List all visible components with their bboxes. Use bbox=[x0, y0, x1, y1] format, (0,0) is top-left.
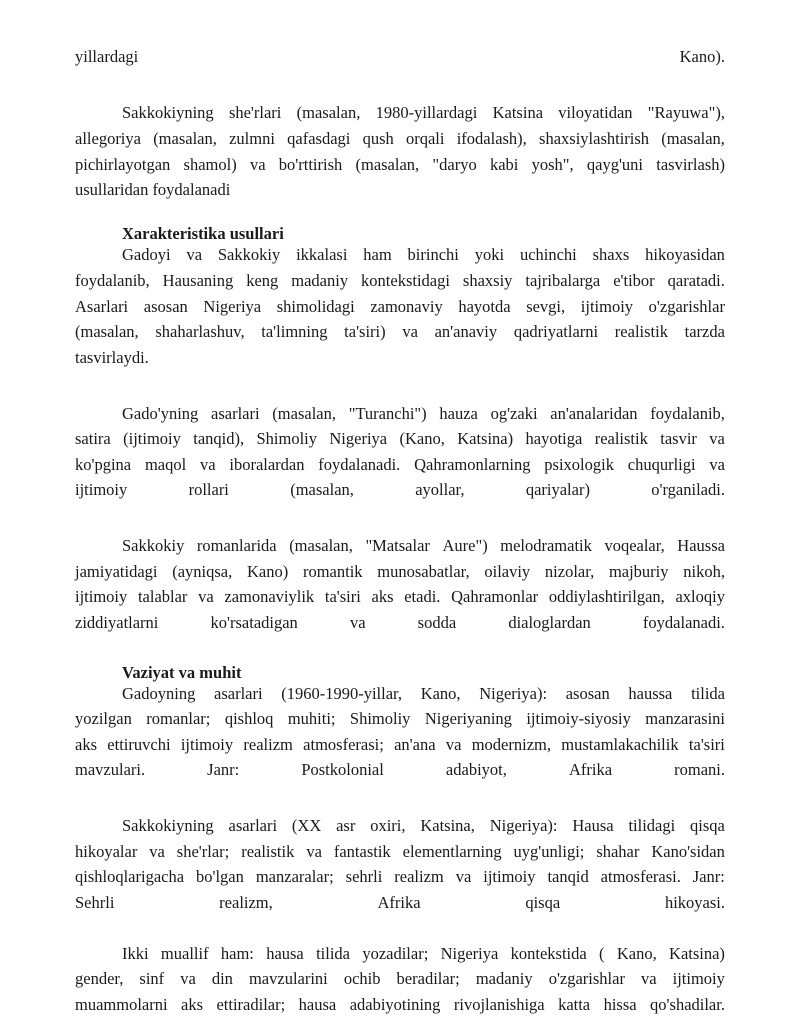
text-line bbox=[75, 154, 725, 176]
word: nizolar, bbox=[544, 562, 595, 581]
word: (masalan, bbox=[355, 155, 420, 174]
text-line bbox=[75, 128, 725, 150]
word: Afrika bbox=[568, 760, 613, 779]
word: birinchi bbox=[407, 245, 459, 264]
word: ifodalash), bbox=[456, 129, 527, 148]
word: tilida bbox=[316, 944, 350, 963]
text-line bbox=[75, 403, 725, 425]
word: Nigeriya bbox=[203, 297, 262, 316]
word: tarzda bbox=[684, 322, 725, 341]
word: qishloq bbox=[224, 709, 274, 728]
word: oilaviy bbox=[484, 562, 531, 581]
word: Nigeriya): bbox=[489, 816, 558, 835]
text-line bbox=[75, 815, 725, 837]
text-line bbox=[75, 994, 725, 1016]
word: zulmni bbox=[229, 129, 275, 148]
word: o'rganiladi. bbox=[651, 480, 725, 499]
word: shaxsiy bbox=[462, 271, 513, 290]
word: qadriyatlarni bbox=[513, 322, 599, 341]
word: pichirlayotgan bbox=[75, 155, 171, 174]
word: ta'siri bbox=[688, 735, 725, 754]
word: hauza bbox=[439, 404, 478, 423]
word: va bbox=[149, 842, 165, 861]
word: Sakkokiyning bbox=[122, 816, 214, 835]
word: bo'rttirish bbox=[278, 155, 343, 174]
word: Afrika bbox=[377, 893, 421, 912]
word: tasvir bbox=[660, 429, 697, 448]
word: allegoriya bbox=[75, 129, 141, 148]
word: etadi. bbox=[404, 587, 441, 606]
word: ham bbox=[363, 245, 392, 264]
text-line bbox=[75, 270, 725, 292]
word: (masalan, bbox=[290, 480, 354, 499]
text-line: usullaridan foydalanadi bbox=[75, 180, 231, 199]
word: qush bbox=[362, 129, 394, 148]
text-line bbox=[75, 321, 725, 343]
text-line bbox=[75, 759, 725, 781]
word: mustamlakachilik bbox=[561, 735, 679, 754]
word: Kano, bbox=[420, 684, 461, 703]
word: mavzulari. bbox=[75, 760, 146, 779]
word: chuqurligi bbox=[627, 455, 696, 474]
word: viloyatidan bbox=[558, 103, 633, 122]
word: Nigeriyaning bbox=[424, 709, 512, 728]
text-line bbox=[75, 612, 725, 634]
word: kontekstidagi bbox=[361, 271, 450, 290]
word: (ayniqsa, bbox=[172, 562, 233, 581]
word: "Turanchi") bbox=[348, 404, 427, 423]
word: asarlari bbox=[214, 684, 263, 703]
word: uyg'unligi; bbox=[513, 842, 585, 861]
word: o'zgarishlar bbox=[648, 297, 725, 316]
word: qo'shadilar. bbox=[650, 995, 725, 1014]
word: dialoglardan bbox=[508, 613, 591, 632]
word: iboralardan bbox=[229, 455, 305, 474]
section-heading: Vaziyat va muhit bbox=[122, 663, 242, 682]
word: og'zaki bbox=[490, 404, 538, 423]
word: ko'pgina bbox=[75, 455, 132, 474]
word: sodda bbox=[417, 613, 457, 632]
word: sevgi, bbox=[526, 297, 566, 316]
word: foydalanib, bbox=[650, 404, 725, 423]
word: shamol) bbox=[183, 155, 237, 174]
word: qariyalar) bbox=[525, 480, 590, 499]
word: Qahramonlar bbox=[451, 587, 539, 606]
word: Kano'sidan bbox=[651, 842, 725, 861]
word: majburiy bbox=[608, 562, 669, 581]
text-line bbox=[75, 535, 725, 557]
word: ikkalasi bbox=[296, 245, 348, 264]
word: bo'lgan bbox=[196, 867, 244, 886]
word: realizm, bbox=[219, 893, 273, 912]
word: tanqid), bbox=[193, 429, 245, 448]
word: hikoyalar bbox=[75, 842, 138, 861]
word: katta bbox=[558, 995, 591, 1014]
word: muammolarni bbox=[75, 995, 168, 1014]
word: yozilgan bbox=[75, 709, 132, 728]
word: voqealar, bbox=[604, 536, 665, 555]
word: Gadoyi bbox=[122, 245, 171, 264]
word: va bbox=[199, 455, 216, 474]
word: ijtimoiy bbox=[672, 969, 725, 988]
word: foydalanadi. bbox=[318, 455, 401, 474]
word: Sakkokiy bbox=[122, 536, 185, 555]
word: haussa bbox=[628, 684, 673, 703]
text-line bbox=[75, 428, 725, 450]
word: (masalan, bbox=[289, 536, 353, 555]
word: Nigeriya): bbox=[479, 684, 548, 703]
word: Haussa bbox=[677, 536, 725, 555]
word: va bbox=[186, 245, 203, 264]
word: romanlarida bbox=[196, 536, 277, 555]
word: madaniy bbox=[291, 271, 349, 290]
word: shaxs bbox=[592, 245, 630, 264]
word: o'zgarishlar bbox=[548, 969, 625, 988]
word: Ikki bbox=[122, 944, 149, 963]
word: adabiyot, bbox=[445, 760, 507, 779]
word: ettiradilar; bbox=[216, 995, 286, 1014]
word: (ijtimoiy bbox=[123, 429, 181, 448]
section-heading: Xarakteristika usullari bbox=[122, 224, 284, 243]
word: mavzularini bbox=[248, 969, 328, 988]
word: shimolidagi bbox=[276, 297, 355, 316]
word: rollari bbox=[188, 480, 229, 499]
word: ettiruvchi bbox=[107, 735, 171, 754]
word: (1960-1990-yillar, bbox=[281, 684, 403, 703]
word: modernizm, bbox=[471, 735, 551, 754]
word: rivojlanishiga bbox=[453, 995, 545, 1014]
word: oddiylashtirilgan, bbox=[548, 587, 665, 606]
word: madaniy bbox=[475, 969, 533, 988]
word: ayollar, bbox=[415, 480, 465, 499]
word: "Rayuwa"), bbox=[647, 103, 725, 122]
word: satira bbox=[75, 429, 111, 448]
word: elementlarning bbox=[402, 842, 502, 861]
word: Postkolonial bbox=[301, 760, 384, 779]
word: Janr: bbox=[207, 760, 240, 779]
word: qayg'uni bbox=[586, 155, 644, 174]
word: Katsina) bbox=[457, 429, 514, 448]
word: Shimoliy bbox=[256, 429, 317, 448]
word: Nigeriya bbox=[440, 944, 499, 963]
word: romani. bbox=[674, 760, 725, 779]
word: melodramatik bbox=[500, 536, 592, 555]
word: qisqa bbox=[525, 893, 561, 912]
word: ijtimoiy bbox=[580, 297, 634, 316]
word: (XX bbox=[291, 816, 322, 835]
word: va bbox=[455, 867, 472, 886]
text-line: tasvirlaydi. bbox=[75, 348, 149, 367]
word: muhiti; bbox=[287, 709, 336, 728]
word: jamiyatidagi bbox=[75, 562, 158, 581]
word: uchinchi bbox=[519, 245, 577, 264]
word: "Matsalar bbox=[365, 536, 430, 555]
text-line bbox=[75, 561, 725, 583]
word: ta'limning bbox=[261, 322, 328, 341]
text-line bbox=[75, 296, 725, 318]
word: va bbox=[402, 322, 418, 341]
word: (masalan, bbox=[661, 129, 725, 148]
word: Katsina) bbox=[669, 944, 725, 963]
word: Gadoyning bbox=[122, 684, 196, 703]
word: hayotiga bbox=[525, 429, 583, 448]
text-line bbox=[75, 683, 725, 705]
word: va bbox=[709, 455, 725, 474]
word: orqali bbox=[405, 129, 445, 148]
text-line bbox=[75, 943, 725, 965]
word: Qahramonlarning bbox=[414, 455, 531, 474]
word: atmosferasi. bbox=[600, 867, 681, 886]
word: psixologik bbox=[544, 455, 614, 474]
word: ochib bbox=[343, 969, 381, 988]
word: realistik bbox=[241, 842, 295, 861]
word: axloqiy bbox=[675, 587, 725, 606]
word: qishloqlarigacha bbox=[75, 867, 185, 886]
word: an'analaridan bbox=[550, 404, 638, 423]
word: ijtimoiy bbox=[75, 587, 128, 606]
word: realizm bbox=[394, 867, 444, 886]
word: hausa bbox=[266, 944, 304, 963]
word: va bbox=[306, 842, 322, 861]
word: Sehrli bbox=[75, 893, 115, 912]
word: tasvirlash) bbox=[656, 155, 725, 174]
word: "daryo bbox=[432, 155, 477, 174]
text-line bbox=[75, 708, 725, 730]
word: 1980-yillardagi bbox=[375, 103, 478, 122]
text-line bbox=[75, 102, 725, 124]
word: Sakkokiy bbox=[217, 245, 281, 264]
word: manzarasini bbox=[645, 709, 725, 728]
text-line bbox=[75, 892, 725, 914]
word: (masalan, bbox=[75, 322, 139, 341]
word: zamonaviylik bbox=[224, 587, 315, 606]
word: va bbox=[249, 155, 266, 174]
word: ta'siri) bbox=[344, 322, 386, 341]
word: e'tibor bbox=[613, 271, 655, 290]
word: beradilar; bbox=[396, 969, 460, 988]
word: tilida bbox=[691, 684, 725, 703]
word: Janr: bbox=[692, 867, 725, 886]
word: gender, bbox=[75, 969, 124, 988]
word: Hausaning bbox=[162, 271, 234, 290]
text-line bbox=[75, 454, 725, 476]
word: va bbox=[198, 587, 214, 606]
word: aks bbox=[181, 995, 204, 1014]
word: Katsina bbox=[492, 103, 544, 122]
word: shaxsiylashtirish bbox=[539, 129, 650, 148]
word: (masalan, bbox=[296, 103, 361, 122]
word: (Kano, bbox=[399, 429, 445, 448]
word: aks bbox=[371, 587, 394, 606]
word: ijtimoiy bbox=[180, 735, 234, 754]
word: manzaralar; bbox=[255, 867, 334, 886]
word: yillardagi bbox=[75, 47, 139, 66]
word: talablar bbox=[137, 587, 188, 606]
word: she'rlar; bbox=[176, 842, 230, 861]
word: asarlari bbox=[228, 816, 278, 835]
word: kabi bbox=[489, 155, 519, 174]
text-line bbox=[75, 734, 725, 756]
word: ijtimoiy bbox=[483, 867, 536, 886]
word: yoki bbox=[474, 245, 505, 264]
word: asosan bbox=[143, 297, 188, 316]
word: asosan bbox=[565, 684, 610, 703]
word: sinf bbox=[139, 969, 165, 988]
word: romantik bbox=[302, 562, 363, 581]
word: she'rlari bbox=[228, 103, 282, 122]
word: qisqa bbox=[690, 816, 725, 835]
word: zamonaviy bbox=[370, 297, 443, 316]
word: shahar bbox=[596, 842, 640, 861]
word: Nigeriya bbox=[329, 429, 388, 448]
word: foydalanib, bbox=[75, 271, 150, 290]
text-line bbox=[75, 968, 725, 990]
word: hissa bbox=[603, 995, 637, 1014]
word: Gado'yning bbox=[122, 404, 199, 423]
word: adabiyotining bbox=[349, 995, 441, 1014]
word: tajribalarga bbox=[525, 271, 601, 290]
word: fantastik bbox=[333, 842, 391, 861]
word: Shimoliy bbox=[349, 709, 411, 728]
word: din bbox=[211, 969, 233, 988]
word: va bbox=[709, 429, 725, 448]
word: ( bbox=[599, 944, 605, 963]
word: hayotda bbox=[458, 297, 511, 316]
word: va bbox=[180, 969, 196, 988]
word: asr bbox=[336, 816, 356, 835]
word: ijtimoiy-siyosiy bbox=[526, 709, 631, 728]
word: Sakkokiyning bbox=[122, 103, 214, 122]
word: va bbox=[445, 735, 462, 754]
word: ko'rsatadigan bbox=[210, 613, 298, 632]
word: Aure") bbox=[442, 536, 488, 555]
word: hausa bbox=[298, 995, 337, 1014]
word: foydalanadi. bbox=[642, 613, 725, 632]
word: an'anaviy bbox=[434, 322, 498, 341]
word: keng bbox=[246, 271, 279, 290]
word: shaharlashuv, bbox=[155, 322, 245, 341]
text-line bbox=[75, 46, 725, 68]
word: sehrli bbox=[345, 867, 383, 886]
word: ham: bbox=[220, 944, 254, 963]
word: (masalan, bbox=[272, 404, 336, 423]
word: va bbox=[641, 969, 657, 988]
word: Katsina, bbox=[420, 816, 475, 835]
word: ta'siri bbox=[324, 587, 361, 606]
word: muallif bbox=[160, 944, 209, 963]
word: va bbox=[349, 613, 366, 632]
word: Asarlari bbox=[75, 297, 129, 316]
word: hikoyasi. bbox=[664, 893, 725, 912]
word: kontekstida bbox=[510, 944, 587, 963]
text-line bbox=[75, 841, 725, 863]
text-line bbox=[75, 586, 725, 608]
word: hikoyasidan bbox=[645, 245, 725, 264]
word: yosh", bbox=[531, 155, 574, 174]
word: realistik bbox=[594, 429, 648, 448]
word: qafasdagi bbox=[287, 129, 351, 148]
word: qaratadi. bbox=[667, 271, 725, 290]
word: Kano). bbox=[679, 47, 725, 66]
word: an'ana bbox=[394, 735, 436, 754]
text-line bbox=[75, 866, 725, 888]
text-line bbox=[75, 244, 725, 266]
word: realistik bbox=[614, 322, 668, 341]
word: romanlar; bbox=[146, 709, 211, 728]
word: munosabatlar, bbox=[377, 562, 470, 581]
word: (masalan, bbox=[153, 129, 217, 148]
word: realizm bbox=[243, 735, 293, 754]
word: Kano) bbox=[246, 562, 289, 581]
text-line bbox=[75, 479, 725, 501]
word: aks bbox=[75, 735, 97, 754]
word: asarlari bbox=[211, 404, 260, 423]
word: atmosferasi; bbox=[303, 735, 384, 754]
word: tilidagi bbox=[628, 816, 676, 835]
word: ijtimoiy bbox=[75, 480, 128, 499]
word: ziddiyatlarni bbox=[75, 613, 159, 632]
word: maqol bbox=[144, 455, 187, 474]
word: nikoh, bbox=[683, 562, 725, 581]
word: yozadilar; bbox=[362, 944, 429, 963]
word: Hausa bbox=[572, 816, 614, 835]
word: oxiri, bbox=[370, 816, 406, 835]
word: Kano, bbox=[616, 944, 657, 963]
word: tanqid bbox=[547, 867, 589, 886]
